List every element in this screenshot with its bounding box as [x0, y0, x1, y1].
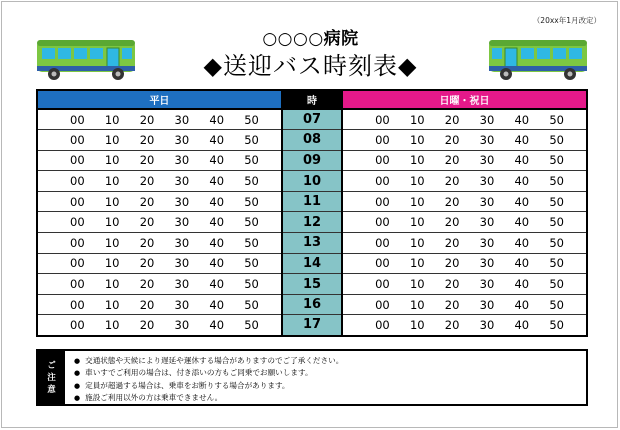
- minute-cell: 10: [409, 277, 425, 292]
- weekday-minutes: [37, 315, 282, 336]
- minute-cell: 20: [444, 153, 460, 168]
- table-row: [37, 150, 587, 171]
- minute-cell: 20: [139, 194, 155, 209]
- minute-cell: 00: [375, 194, 390, 209]
- minute-cell: 00: [70, 174, 85, 189]
- holiday-minutes: [342, 233, 587, 254]
- minute-cell: 10: [104, 194, 120, 209]
- table-row: [37, 130, 587, 151]
- minute-cell: 50: [244, 194, 259, 209]
- minute-cell: 50: [244, 132, 259, 147]
- minute-cell: 20: [444, 277, 460, 292]
- minute-cell: 20: [444, 215, 460, 230]
- minute-cell: 50: [549, 153, 564, 168]
- minute-cell: 40: [514, 235, 530, 250]
- table-row: [37, 212, 587, 233]
- holiday-minutes: [342, 130, 587, 151]
- minute-cell: 50: [244, 256, 259, 271]
- weekday-minutes: [37, 191, 282, 212]
- minute-cell: 00: [70, 194, 85, 209]
- notes-label-char: 注: [47, 372, 56, 383]
- minute-cell: 40: [209, 215, 225, 230]
- hour-cell: 14: [282, 253, 342, 274]
- minute-cell: 20: [444, 235, 460, 250]
- minute-cell: 30: [479, 194, 495, 209]
- minute-cell: 00: [375, 277, 390, 292]
- minute-cell: 30: [174, 215, 190, 230]
- minute-cell: 40: [209, 297, 225, 312]
- minute-cell: 40: [514, 297, 530, 312]
- hour-header: 時: [282, 90, 342, 109]
- minute-cell: 30: [479, 317, 495, 332]
- weekday-minutes: [37, 171, 282, 192]
- hospital-name: ○○○○病院: [262, 29, 359, 49]
- minute-cell: 50: [244, 277, 259, 292]
- notes-box: [36, 349, 588, 406]
- hour-cell: 11: [282, 191, 342, 212]
- minute-cell: 50: [244, 297, 259, 312]
- minute-cell: 00: [70, 277, 85, 292]
- minute-cell: 20: [139, 132, 155, 147]
- minute-cell: 30: [174, 174, 190, 189]
- timetable: [36, 89, 588, 337]
- minute-cell: 50: [244, 235, 259, 250]
- table-row: [37, 109, 587, 130]
- minute-cell: 50: [244, 317, 259, 332]
- minute-cell: 10: [104, 215, 120, 230]
- minute-cell: 00: [70, 235, 85, 250]
- weekday-minutes: [37, 109, 282, 130]
- minute-cell: 00: [70, 153, 85, 168]
- minute-cell: 30: [479, 153, 495, 168]
- minute-cell: 50: [549, 194, 564, 209]
- minute-cell: 30: [174, 317, 190, 332]
- note-item: ● 施設ご利用以外の方は乗車できません。: [74, 392, 343, 404]
- minute-cell: 40: [514, 277, 530, 292]
- minute-cell: 40: [209, 132, 225, 147]
- hour-cell: 10: [282, 171, 342, 192]
- minute-cell: 00: [375, 153, 390, 168]
- minute-cell: 50: [549, 317, 564, 332]
- weekday-minutes: [37, 233, 282, 254]
- minute-cell: 00: [375, 132, 390, 147]
- weekday-minutes: [37, 212, 282, 233]
- minute-cell: 30: [174, 256, 190, 271]
- minute-cell: 00: [375, 317, 390, 332]
- hour-cell: 13: [282, 233, 342, 254]
- minute-cell: 10: [409, 194, 425, 209]
- minute-cell: 40: [209, 317, 225, 332]
- holiday-minutes: [342, 253, 587, 274]
- holiday-minutes: [342, 212, 587, 233]
- minute-cell: 40: [514, 132, 530, 147]
- minute-cell: 20: [139, 153, 155, 168]
- minute-cell: 20: [444, 317, 460, 332]
- revision-date: （20xx年1月改定）: [532, 16, 601, 25]
- minute-cell: 50: [549, 256, 564, 271]
- table-row: [37, 274, 587, 295]
- page-title: ◆送迎バス時刻表◆: [203, 52, 418, 80]
- minute-cell: 50: [549, 277, 564, 292]
- minute-cell: 40: [514, 317, 530, 332]
- minute-cell: 00: [375, 297, 390, 312]
- minute-cell: 10: [104, 317, 120, 332]
- weekday-minutes: [37, 130, 282, 151]
- minute-cell: 30: [479, 174, 495, 189]
- minute-cell: 20: [444, 132, 460, 147]
- notes-label: [38, 351, 65, 404]
- table-row: [37, 253, 587, 274]
- holiday-minutes: [342, 191, 587, 212]
- timetable-body: [37, 109, 587, 336]
- minute-cell: 10: [104, 297, 120, 312]
- minute-cell: 20: [139, 277, 155, 292]
- hour-cell: 12: [282, 212, 342, 233]
- minute-cell: 40: [514, 112, 530, 127]
- minute-cell: 40: [209, 153, 225, 168]
- minute-cell: 00: [70, 215, 85, 230]
- minute-cell: 50: [549, 112, 564, 127]
- minute-cell: 50: [244, 215, 259, 230]
- weekday-minutes: [37, 150, 282, 171]
- note-item: ● 定員が超過する場合は、乗車をお断りする場合があります。: [74, 380, 343, 392]
- minute-cell: 40: [209, 174, 225, 189]
- hour-cell: 16: [282, 294, 342, 315]
- holiday-minutes: [342, 274, 587, 295]
- minute-cell: 50: [549, 215, 564, 230]
- holiday-minutes: [342, 109, 587, 130]
- minute-cell: 10: [104, 132, 120, 147]
- minute-cell: 20: [444, 174, 460, 189]
- minute-cell: 40: [209, 256, 225, 271]
- minute-cell: 30: [174, 235, 190, 250]
- weekday-minutes: [37, 253, 282, 274]
- hour-cell: 15: [282, 274, 342, 295]
- minute-cell: 40: [209, 194, 225, 209]
- minute-cell: 30: [174, 153, 190, 168]
- hour-cell: 08: [282, 130, 342, 151]
- minute-cell: 30: [479, 132, 495, 147]
- note-item: ● 車いすでご利用の場合は、付き添いの方もご同乗でお願いします。: [74, 367, 343, 379]
- minute-cell: 30: [174, 112, 190, 127]
- minute-cell: 20: [444, 256, 460, 271]
- notes-list: [74, 355, 343, 405]
- minute-cell: 30: [479, 277, 495, 292]
- minute-cell: 10: [104, 153, 120, 168]
- table-row: [37, 233, 587, 254]
- minute-cell: 30: [479, 112, 495, 127]
- holiday-minutes: [342, 150, 587, 171]
- minute-cell: 10: [409, 174, 425, 189]
- minute-cell: 10: [409, 215, 425, 230]
- hour-cell: 17: [282, 315, 342, 336]
- minute-cell: 50: [244, 112, 259, 127]
- minute-cell: 00: [70, 297, 85, 312]
- weekday-minutes: [37, 274, 282, 295]
- minute-cell: 10: [104, 277, 120, 292]
- weekday-minutes: [37, 294, 282, 315]
- minute-cell: 20: [139, 215, 155, 230]
- minute-cell: 10: [409, 112, 425, 127]
- hour-cell: 07: [282, 109, 342, 130]
- timetable-sheet: [1, 1, 618, 428]
- minute-cell: 10: [409, 297, 425, 312]
- minute-cell: 50: [549, 174, 564, 189]
- minute-cell: 40: [514, 215, 530, 230]
- minute-cell: 10: [104, 174, 120, 189]
- minute-cell: 40: [514, 194, 530, 209]
- minute-cell: 40: [209, 235, 225, 250]
- table-row: [37, 171, 587, 192]
- note-item: ● 交通状態や天候により遅延や運休する場合がありますのでご了承ください。: [74, 355, 343, 367]
- minute-cell: 30: [174, 297, 190, 312]
- minute-cell: 00: [375, 215, 390, 230]
- holiday-minutes: [342, 171, 587, 192]
- holiday-minutes: [342, 315, 587, 336]
- minute-cell: 00: [375, 256, 390, 271]
- minute-cell: 30: [479, 235, 495, 250]
- minute-cell: 10: [409, 235, 425, 250]
- minute-cell: 30: [479, 297, 495, 312]
- table-row: [37, 315, 587, 336]
- minute-cell: 20: [139, 317, 155, 332]
- minute-cell: 20: [444, 297, 460, 312]
- minute-cell: 10: [409, 153, 425, 168]
- notes-label-char: 意: [47, 384, 56, 395]
- minute-cell: 30: [174, 132, 190, 147]
- minute-cell: 10: [104, 112, 120, 127]
- minute-cell: 20: [139, 112, 155, 127]
- holiday-header: 日曜・祝日: [342, 90, 587, 109]
- minute-cell: 20: [444, 112, 460, 127]
- minute-cell: 30: [174, 277, 190, 292]
- minute-cell: 50: [549, 235, 564, 250]
- minute-cell: 10: [104, 256, 120, 271]
- table-row: [37, 191, 587, 212]
- minute-cell: 10: [409, 256, 425, 271]
- minute-cell: 00: [375, 235, 390, 250]
- minute-cell: 30: [174, 194, 190, 209]
- minute-cell: 00: [70, 132, 85, 147]
- minute-cell: 40: [514, 174, 530, 189]
- minute-cell: 50: [549, 132, 564, 147]
- minute-cell: 10: [409, 132, 425, 147]
- minute-cell: 40: [209, 112, 225, 127]
- minute-cell: 10: [104, 235, 120, 250]
- minute-cell: 50: [549, 297, 564, 312]
- minute-cell: 40: [209, 277, 225, 292]
- minute-cell: 00: [375, 174, 390, 189]
- notes-label-char: ご: [47, 360, 56, 371]
- minute-cell: 50: [244, 174, 259, 189]
- minute-cell: 30: [479, 256, 495, 271]
- minute-cell: 20: [139, 174, 155, 189]
- minute-cell: 00: [375, 112, 390, 127]
- minute-cell: 10: [409, 317, 425, 332]
- minute-cell: 20: [444, 194, 460, 209]
- minute-cell: 00: [70, 317, 85, 332]
- minute-cell: 00: [70, 256, 85, 271]
- weekday-header: 平日: [37, 90, 282, 109]
- hour-cell: 09: [282, 150, 342, 171]
- holiday-minutes: [342, 294, 587, 315]
- minute-cell: 20: [139, 256, 155, 271]
- minute-cell: 30: [479, 215, 495, 230]
- minute-cell: 20: [139, 235, 155, 250]
- minute-cell: 40: [514, 256, 530, 271]
- minute-cell: 40: [514, 153, 530, 168]
- minute-cell: 00: [70, 112, 85, 127]
- minute-cell: 50: [244, 153, 259, 168]
- table-row: [37, 294, 587, 315]
- minute-cell: 20: [139, 297, 155, 312]
